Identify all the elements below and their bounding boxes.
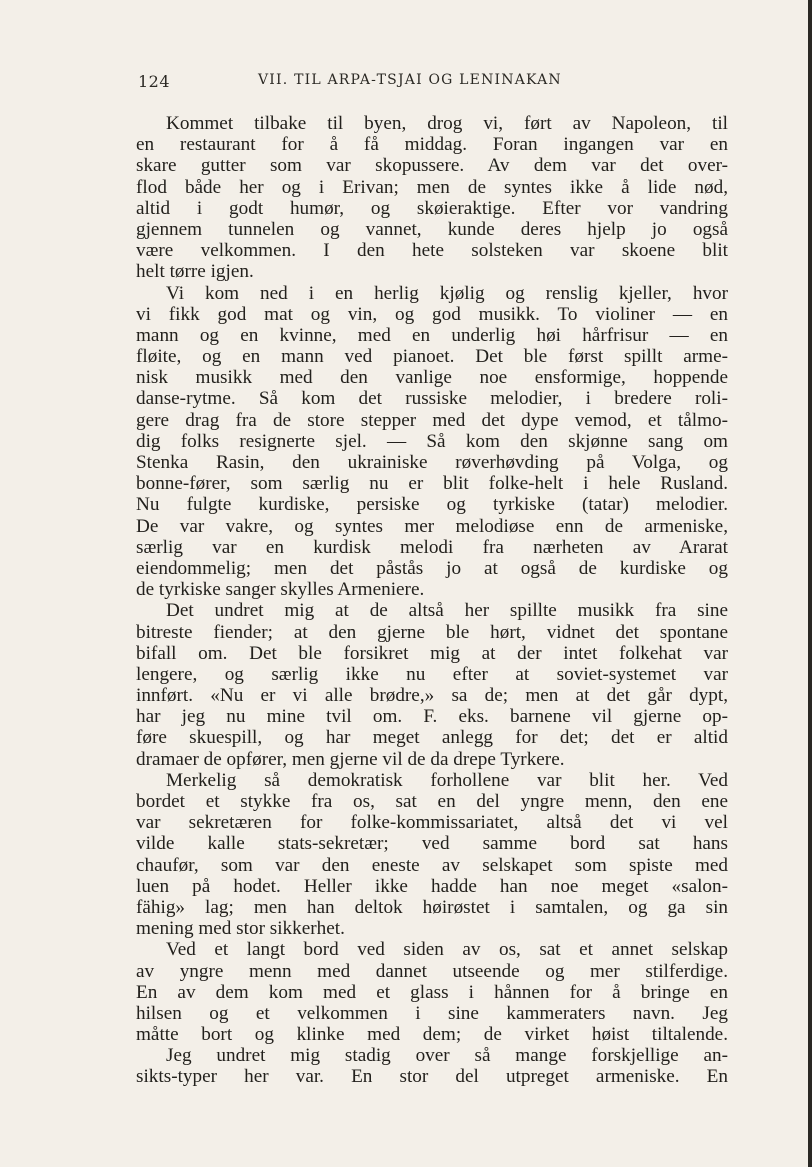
- text-line: skare gutter som var skopussere. Av dem var det over-: [136, 155, 728, 177]
- text-line: Vi kom ned i en herlig kjølig og renslig kjeller, hvor: [166, 282, 728, 304]
- text-line: Jeg undret mig stadig over så mange forskjellige an-: [166, 1045, 728, 1067]
- text-line: dramaer de opfører, men gjerne vil de da drepe Tyrkere.: [136, 748, 565, 770]
- text-line: innført. «Nu er vi alle brødre,» sa de; men at det går dypt,: [136, 685, 728, 707]
- text-line: fähig» lag; men han deltok høirøstet i samtalen, og ga sin: [136, 896, 728, 918]
- text-line: Merkelig så demokratisk forhollene var blit her. Ved: [166, 769, 728, 791]
- page-number: 124: [138, 72, 171, 91]
- text-line: Nu fulgte kurdiske, persiske og tyrkiske (tatar) melodier.: [136, 494, 728, 516]
- text-line: sikts-typer her var. En stor del utpreget armeniske. En: [136, 1066, 728, 1088]
- text-line: av yngre menn med dannet utseende og mer stilferdige.: [136, 960, 728, 982]
- text-line: bordet et stykke fra os, sat en del yngre menn, den ene: [136, 791, 728, 812]
- body-text: [136, 113, 728, 1088]
- text-line: bonne-fører, som særlig nu er blit folke-helt i hele Rusland.: [136, 473, 728, 495]
- text-line: fløite, og en mann ved pianoet. Det ble først spillt arme-: [136, 346, 728, 368]
- text-line: Det undret mig at de altså her spillte musikk fra sine: [166, 600, 728, 622]
- text-line: måtte bort og klinke med dem; de virket høist tiltalende.: [136, 1024, 728, 1046]
- text-line: vi fikk god mat og vin, og god musikk. To violiner — en: [136, 303, 728, 325]
- text-line: En av dem kom med et glass i hånnen for å bringe en: [136, 981, 728, 1003]
- text-line: nisk musikk med den vanlige noe ensformige, hoppende: [136, 367, 728, 389]
- text-line: hilsen og et velkommen i sine kammeraters navn. Jeg: [136, 1002, 728, 1024]
- text-line: altid i godt humør, og skøieraktige. Efter vor vandring: [136, 197, 728, 219]
- page-edge-shadow: [808, 0, 812, 1167]
- text-line: Stenka Rasin, den ukrainiske røverhøvding på Volga, og: [136, 452, 728, 473]
- text-line: helt tørre igjen.: [136, 261, 254, 283]
- text-line: flod både her og i Erivan; men de syntes ikke å lide nød,: [136, 176, 728, 198]
- text-line: de tyrkiske sanger skylles Armeniere.: [136, 579, 425, 601]
- text-line: luen på hodet. Heller ikke hadde han noe meget «salon-: [136, 875, 728, 897]
- text-line: mening med stor sikkerhet.: [136, 918, 345, 940]
- text-line: gjennem tunnelen og vannet, kunde deres hjelp jo også: [136, 218, 728, 240]
- running-title: VII. TIL ARPA-TSJAI OG LENINAKAN: [258, 72, 562, 88]
- text-line: Kommet tilbake til byen, drog vi, ført av Napoleon, til: [166, 113, 728, 134]
- text-line: være velkommen. I den hete solsteken var skoene blit: [136, 240, 728, 262]
- text-line: chaufør, som var den eneste av selskapet som spiste med: [136, 854, 728, 876]
- text-line: føre skuespill, og har meget anlegg for det; det er altid: [136, 727, 728, 749]
- page-header: [138, 72, 698, 94]
- text-line: har jeg nu mine tvil om. F. eks. barnene vil gjerne op-: [136, 706, 728, 728]
- text-line: særlig var en kurdisk melodi fra nærheten av Ararat: [136, 536, 728, 558]
- text-line: eiendommelig; men det påstås jo at også de kurdiske og: [136, 557, 728, 579]
- text-line: Ved et langt bord ved siden av os, sat et annet selskap: [166, 939, 728, 961]
- text-line: De var vakre, og syntes mer melodiøse enn de armeniske,: [136, 515, 728, 537]
- text-line: lengere, og særlig ikke nu efter at soviet-systemet var: [136, 663, 728, 685]
- text-line: dig folks resignerte sjel. — Så kom den skjønne sang om: [136, 430, 728, 452]
- text-line: en restaurant for å få middag. Foran ingangen var en: [136, 134, 728, 156]
- text-line: bitreste fiender; at den gjerne ble hørt, vidnet det spontane: [136, 621, 728, 643]
- text-line: var sekretæren for folke-kommissariatet, altså det vi vel: [136, 812, 728, 834]
- text-line: gere drag fra de store stepper med det dype vemod, et tålmo-: [136, 409, 728, 431]
- text-line: vilde kalle stats-sekretær; ved samme bord sat hans: [136, 833, 728, 855]
- text-line: danse-rytme. Så kom det russiske melodier, i bredere roli-: [136, 388, 728, 410]
- text-line: mann og en kvinne, med en underlig høi hårfrisur — en: [136, 324, 728, 346]
- text-line: bifall om. Det ble forsikret mig at der intet folkehat var: [136, 642, 728, 664]
